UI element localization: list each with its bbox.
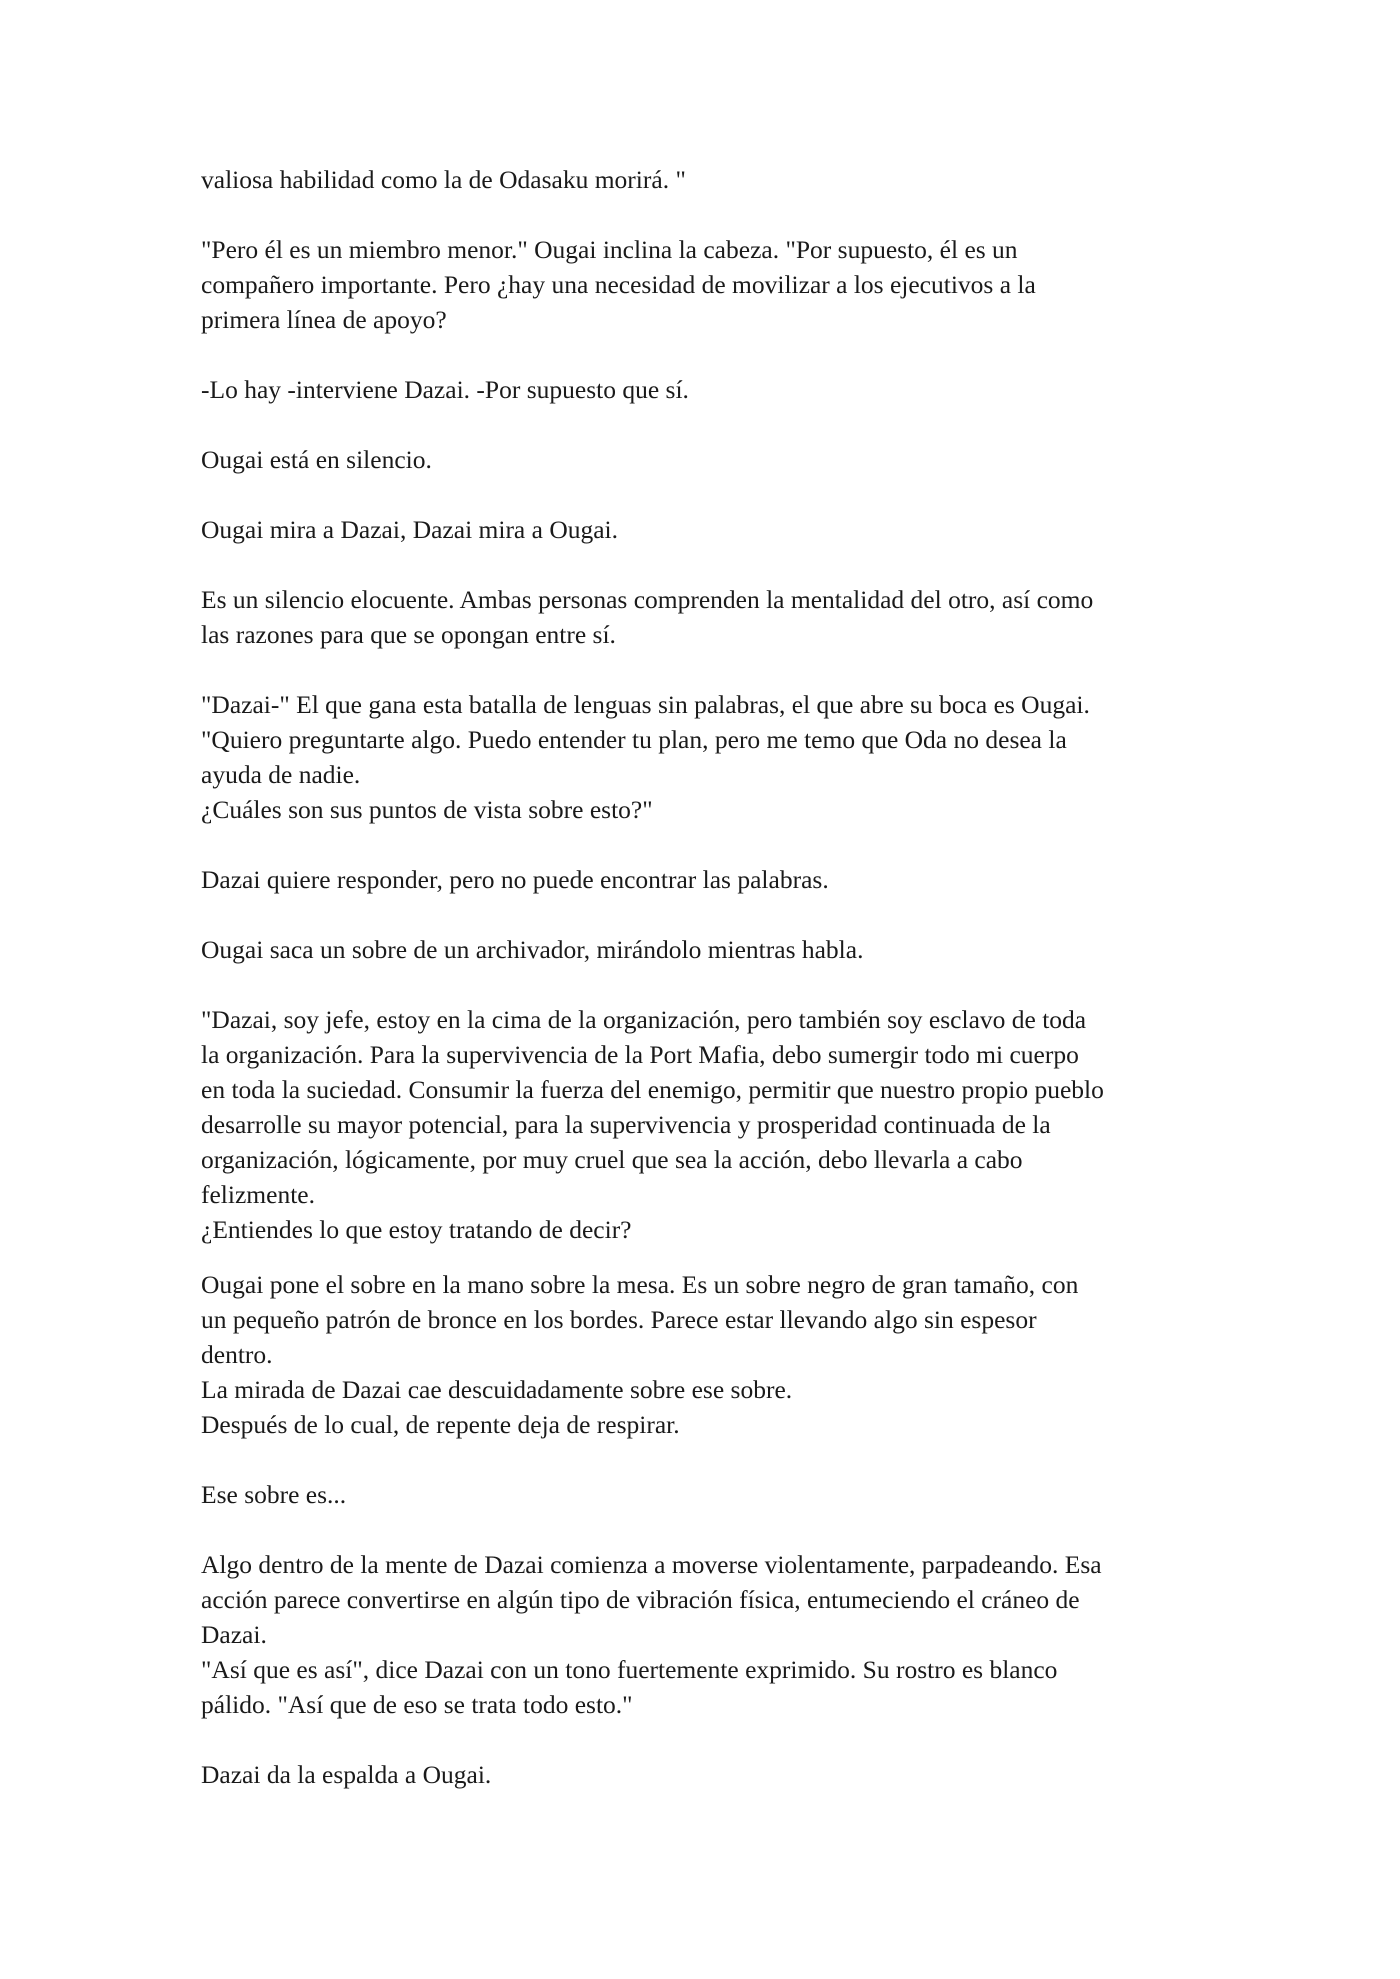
text-line: la organización. Para la supervivencia de la Port Mafia, debo sumergir todo mi cuerpo [201, 1040, 1079, 1069]
paragraph [201, 512, 1206, 547]
text-line: ayuda de nadie. [201, 760, 361, 789]
text-line: en toda la suciedad. Consumir la fuerza del enemigo, permitir que nuestro propio pueblo [201, 1075, 1104, 1104]
paragraph [201, 372, 1206, 407]
text-line: primera línea de apoyo? [201, 305, 447, 334]
text-body [201, 162, 1206, 1827]
paragraph [201, 687, 1206, 827]
paragraph [201, 1547, 1206, 1722]
text-line: "Dazai, soy jefe, estoy en la cima de la organización, pero también soy esclavo de toda [201, 1005, 1087, 1034]
text-line: organización, lógicamente, por muy cruel que sea la acción, debo llevarla a cabo [201, 1145, 1023, 1174]
text-line: desarrolle su mayor potencial, para la supervivencia y prosperidad continuada de la [201, 1110, 1051, 1139]
text-line: -Lo hay -interviene Dazai. -Por supuesto que sí. [201, 375, 689, 404]
paragraph [201, 1757, 1206, 1792]
paragraph [201, 162, 1206, 197]
paragraph [201, 582, 1206, 652]
text-line: acción parece convertirse en algún tipo de vibración física, entumeciendo el cráneo de [201, 1585, 1080, 1614]
text-line: "Quiero preguntarte algo. Puedo entender tu plan, pero me temo que Oda no desea la [201, 725, 1067, 754]
text-line: ¿Entiendes lo que estoy tratando de decir? [201, 1215, 632, 1244]
paragraph [201, 932, 1206, 967]
text-line: Dazai quiere responder, pero no puede encontrar las palabras. [201, 865, 829, 894]
text-line: felizmente. [201, 1180, 315, 1209]
text-line: Ougai mira a Dazai, Dazai mira a Ougai. [201, 515, 619, 544]
text-line: Es un silencio elocuente. Ambas personas comprenden la mentalidad del otro, así como [201, 585, 1094, 614]
text-line: dentro. [201, 1340, 273, 1369]
text-line: La mirada de Dazai cae descuidadamente sobre ese sobre. [201, 1375, 793, 1404]
text-line: las razones para que se opongan entre sí. [201, 620, 616, 649]
text-line: Dazai da la espalda a Ougai. [201, 1760, 492, 1789]
paragraph [201, 1477, 1206, 1512]
text-line: "Dazai-" El que gana esta batalla de lenguas sin palabras, el que abre su boca es Ougai. [201, 690, 1090, 719]
text-line: Ougai pone el sobre en la mano sobre la mesa. Es un sobre negro de gran tamaño, con [201, 1270, 1079, 1299]
text-line: Dazai. [201, 1620, 267, 1649]
text-line: pálido. "Así que de eso se trata todo esto." [201, 1690, 633, 1719]
text-line: un pequeño patrón de bronce en los bordes. Parece estar llevando algo sin espesor [201, 1305, 1037, 1334]
paragraph [201, 1267, 1206, 1442]
paragraph [201, 1002, 1206, 1247]
text-line: Ese sobre es... [201, 1480, 347, 1509]
paragraph [201, 862, 1206, 897]
text-line: Algo dentro de la mente de Dazai comienza a moverse violentamente, parpadeando. Esa [201, 1550, 1102, 1579]
text-line: "Pero él es un miembro menor." Ougai inclina la cabeza. "Por supuesto, él es un [201, 235, 1018, 264]
paragraph [201, 232, 1206, 337]
text-line: Después de lo cual, de repente deja de respirar. [201, 1410, 680, 1439]
text-line: "Así que es así", dice Dazai con un tono fuertemente exprimido. Su rostro es blanco [201, 1655, 1058, 1684]
text-line: Ougai está en silencio. [201, 445, 432, 474]
text-line: compañero importante. Pero ¿hay una necesidad de movilizar a los ejecutivos a la [201, 270, 1036, 299]
text-line: ¿Cuáles son sus puntos de vista sobre esto?" [201, 795, 653, 824]
text-line: valiosa habilidad como la de Odasaku morirá. " [201, 165, 686, 194]
paragraph [201, 442, 1206, 477]
text-line: Ougai saca un sobre de un archivador, mirándolo mientras habla. [201, 935, 864, 964]
